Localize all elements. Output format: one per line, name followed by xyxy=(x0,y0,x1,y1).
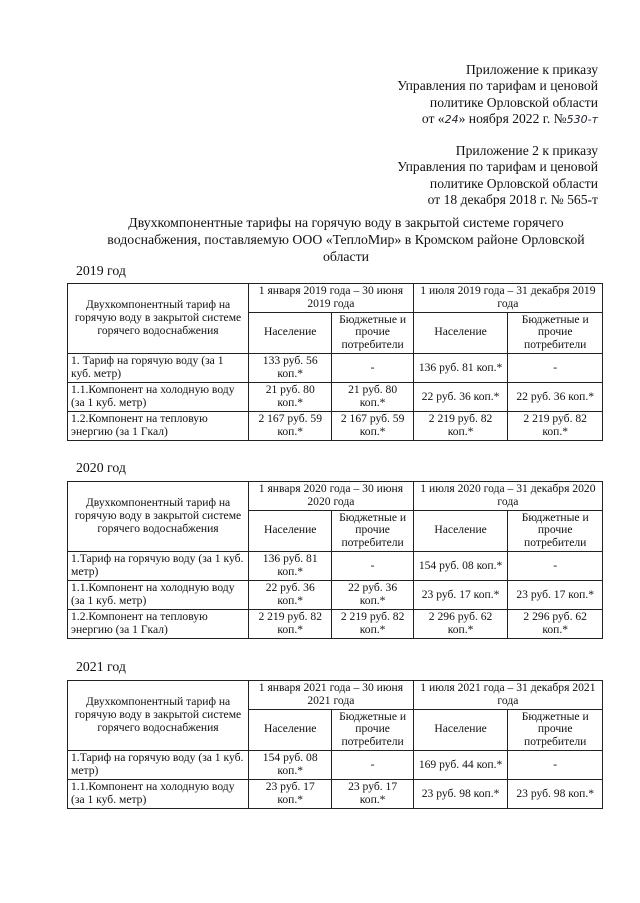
budget-header: Бюджетные и прочие потребители xyxy=(332,510,413,551)
date-mid: » ноября 2022 г. № xyxy=(458,111,567,127)
table-row xyxy=(68,580,603,609)
table-cell: 2 219 руб. 82 коп.* xyxy=(332,609,413,638)
period-header: 1 июля 2021 года – 31 декабря 2021 года xyxy=(413,681,602,710)
header-line: от 18 декабря 2018 г. № 565-т xyxy=(427,192,598,208)
table-cell: - xyxy=(508,353,603,382)
year-heading-2020: 2020 год xyxy=(76,460,126,475)
period-header: 1 июля 2020 года – 31 декабря 2020 года xyxy=(413,482,602,511)
table-cell: 23 руб. 17 коп.* xyxy=(332,779,413,808)
table-row xyxy=(68,779,603,808)
table-cell: 2 219 руб. 82 коп.* xyxy=(508,411,603,440)
table-cell: 23 руб. 17 коп.* xyxy=(413,580,508,609)
row-label: 1.1.Компонент на холодную воду (за 1 куб. метр) xyxy=(68,382,249,411)
period-header: 1 июля 2019 года – 31 декабря 2019 года xyxy=(413,284,602,313)
period-header: 1 января 2019 года – 30 июня 2019 года xyxy=(249,284,414,313)
table-cell: 2 219 руб. 82 коп.* xyxy=(249,609,332,638)
table-cell: 2 219 руб. 82 коп.* xyxy=(413,411,508,440)
table-cell: - xyxy=(332,750,413,779)
table-cell: - xyxy=(508,750,603,779)
table-row xyxy=(68,609,603,638)
population-header: Население xyxy=(249,510,332,551)
table-cell: 154 руб. 08 коп.* xyxy=(413,551,508,580)
row-label: 1.1.Компонент на холодную воду (за 1 куб. метр) xyxy=(68,580,249,609)
table-cell: 23 руб. 17 коп.* xyxy=(249,779,332,808)
table-cell: 154 руб. 08 коп.* xyxy=(249,750,332,779)
table-cell: - xyxy=(332,551,413,580)
table-cell: 22 руб. 36 коп.* xyxy=(249,580,332,609)
table-row xyxy=(68,750,603,779)
table-cell: 2 296 руб. 62 коп.* xyxy=(413,609,508,638)
table-cell: - xyxy=(332,353,413,382)
tariff-table-2021 xyxy=(67,680,603,809)
table-cell: 169 руб. 44 коп.* xyxy=(413,750,508,779)
tariff-column-header: Двухкомпонентный тариф на горячую воду в закрытой системе горячего водоснабжения xyxy=(68,284,249,354)
table-cell: - xyxy=(508,551,603,580)
budget-header: Бюджетные и прочие потребители xyxy=(508,312,603,353)
table-cell: 136 руб. 81 коп.* xyxy=(249,551,332,580)
table-row xyxy=(68,411,603,440)
population-header: Население xyxy=(413,312,508,353)
period-header: 1 января 2020 года – 30 июня 2020 года xyxy=(249,482,414,511)
row-label: 1. Тариф на горячую воду (за 1 куб. метр) xyxy=(68,353,249,382)
handwritten-day: 24 xyxy=(444,113,459,127)
tariff-column-header: Двухкомпонентный тариф на горячую воду в закрытой системе горячего водоснабжения xyxy=(68,681,249,751)
order-date-line xyxy=(397,111,598,128)
row-label: 1.2.Компонент на тепловую энергию (за 1 Гкал) xyxy=(68,609,249,638)
table-cell: 21 руб. 80 коп.* xyxy=(249,382,332,411)
tariff-table-2019 xyxy=(67,283,603,441)
table-cell: 23 руб. 98 коп.* xyxy=(413,779,508,808)
table-cell: 2 167 руб. 59 коп.* xyxy=(249,411,332,440)
table-cell: 23 руб. 98 коп.* xyxy=(508,779,603,808)
table-cell: 23 руб. 17 коп.* xyxy=(508,580,603,609)
year-heading-2019: 2019 год xyxy=(76,263,126,278)
table-cell: 136 руб. 81 коп.* xyxy=(413,353,508,382)
table-row xyxy=(68,551,603,580)
row-label: 1.Тариф на горячую воду (за 1 куб. метр) xyxy=(68,750,249,779)
table-cell: 22 руб. 36 коп.* xyxy=(413,382,508,411)
header-line: политике Орловской области xyxy=(429,94,598,110)
table-cell: 133 руб. 56 коп.* xyxy=(249,353,332,382)
year-heading-2021: 2021 год xyxy=(76,659,126,674)
budget-header: Бюджетные и прочие потребители xyxy=(508,709,603,750)
table-cell: 22 руб. 36 коп.* xyxy=(508,382,603,411)
row-label: 1.1.Компонент на холодную воду (за 1 куб. метр) xyxy=(68,779,249,808)
table-cell: 21 руб. 80 коп.* xyxy=(332,382,413,411)
header-line: Управления по тарифам и ценовой xyxy=(397,78,598,94)
population-header: Население xyxy=(249,709,332,750)
current-order-header xyxy=(397,62,598,129)
budget-header: Бюджетные и прочие потребители xyxy=(332,312,413,353)
handwritten-order-number: 530-т xyxy=(566,113,598,127)
row-label: 1.Тариф на горячую воду (за 1 куб. метр) xyxy=(68,551,249,580)
table-cell: 2 296 руб. 62 коп.* xyxy=(508,609,603,638)
table-row xyxy=(68,353,603,382)
table-cell: 22 руб. 36 коп.* xyxy=(332,580,413,609)
population-header: Население xyxy=(413,510,508,551)
population-header: Население xyxy=(249,312,332,353)
header-line: Приложение 2 к приказу xyxy=(455,143,598,158)
tariff-column-header: Двухкомпонентный тариф на горячую воду в закрытой системе горячего водоснабжения xyxy=(68,482,249,552)
previous-order-header xyxy=(397,143,598,209)
header-line: Управления по тарифам и ценовой xyxy=(397,159,598,175)
tariff-table-2020 xyxy=(67,481,603,639)
table-cell: 2 167 руб. 59 коп.* xyxy=(332,411,413,440)
document-title: Двухкомпонентные тарифы на горячую воду в закрытой системе горячего водоснабжения, поставляемую ООО «ТеплоМир» в Кромском районе Орловской области xyxy=(107,215,585,264)
header-line: политике Орловской области xyxy=(429,175,598,191)
budget-header: Бюджетные и прочие потребители xyxy=(508,510,603,551)
population-header: Население xyxy=(413,709,508,750)
budget-header: Бюджетные и прочие потребители xyxy=(332,709,413,750)
period-header: 1 января 2021 года – 30 июня 2021 года xyxy=(249,681,414,710)
table-row xyxy=(68,382,603,411)
header-line: Приложение к приказу xyxy=(465,62,598,77)
date-prefix: от « xyxy=(421,111,445,127)
row-label: 1.2.Компонент на тепловую энергию (за 1 Гкал) xyxy=(68,411,249,440)
